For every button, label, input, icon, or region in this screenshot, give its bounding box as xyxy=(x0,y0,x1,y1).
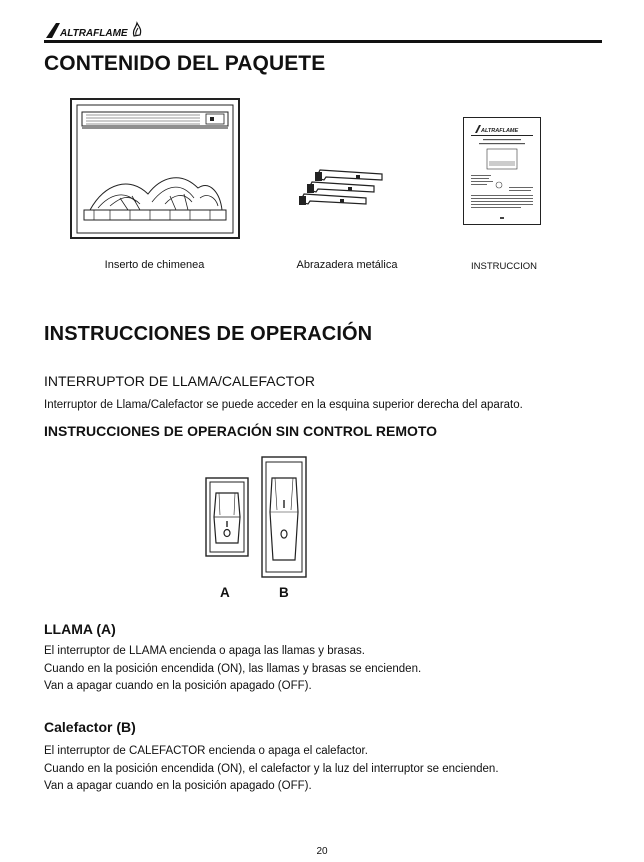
heater-line: Cuando en la posición encendida (ON), el calefactor y la luz del interruptor se encienden. xyxy=(44,762,499,775)
heater-switch-b-icon xyxy=(261,456,307,583)
heater-line: El interruptor de CALEFACTOR encienda o apaga el calefactor. xyxy=(44,745,368,757)
no-remote-heading: INSTRUCCIONES DE OPERACIÓN SIN CONTROL REMOTO xyxy=(44,423,438,439)
flame-description xyxy=(44,643,421,696)
operation-title: INSTRUCCIONES DE OPERACIÓN xyxy=(44,323,373,345)
fireplace-insert-icon xyxy=(70,98,240,245)
flame-line: Van a apagar cuando en la posición apagado (OFF). xyxy=(44,680,312,693)
instruction-manual-icon xyxy=(463,117,541,230)
svg-text:ALTRAFLAME: ALTRAFLAME xyxy=(481,128,519,134)
flame-switch-a-icon xyxy=(205,477,249,562)
heater-heading: Calefactor (B) xyxy=(44,719,136,735)
switch-description: Interruptor de Llama/Calefactor se puede acceder en la esquina superior derecha del aparato. xyxy=(44,399,523,411)
heater-line: Van a apagar cuando en la posición apagado (OFF). xyxy=(44,780,312,793)
package-title: CONTENIDO DEL PAQUETE xyxy=(44,52,326,75)
flame-line: El interruptor de LLAMA encienda o apaga las llamas y brasas. xyxy=(44,645,365,657)
header-rule xyxy=(44,40,602,43)
svg-text:ALTRAFLAME: ALTRAFLAME xyxy=(60,28,128,39)
caption-fireplace-insert: Inserto de chimenea xyxy=(104,259,205,271)
flame-logo-icon xyxy=(46,20,146,40)
metal-bracket-icon xyxy=(296,166,388,227)
flame-line: Cuando en la posición encendida (ON), las llamas y brasas se encienden. xyxy=(44,662,422,675)
flame-heading: LLAMA (A) xyxy=(44,621,116,637)
switch-a-label: A xyxy=(220,585,230,600)
heater-description xyxy=(44,743,499,796)
switch-subheading: INTERRUPTOR DE LLAMA/CALEFACTOR xyxy=(44,373,315,389)
caption-metal-bracket: Abrazadera metálica xyxy=(296,259,398,271)
switch-b-label: B xyxy=(279,585,289,600)
caption-instruction: INSTRUCCION xyxy=(471,261,537,272)
page-number: 20 xyxy=(316,846,328,857)
